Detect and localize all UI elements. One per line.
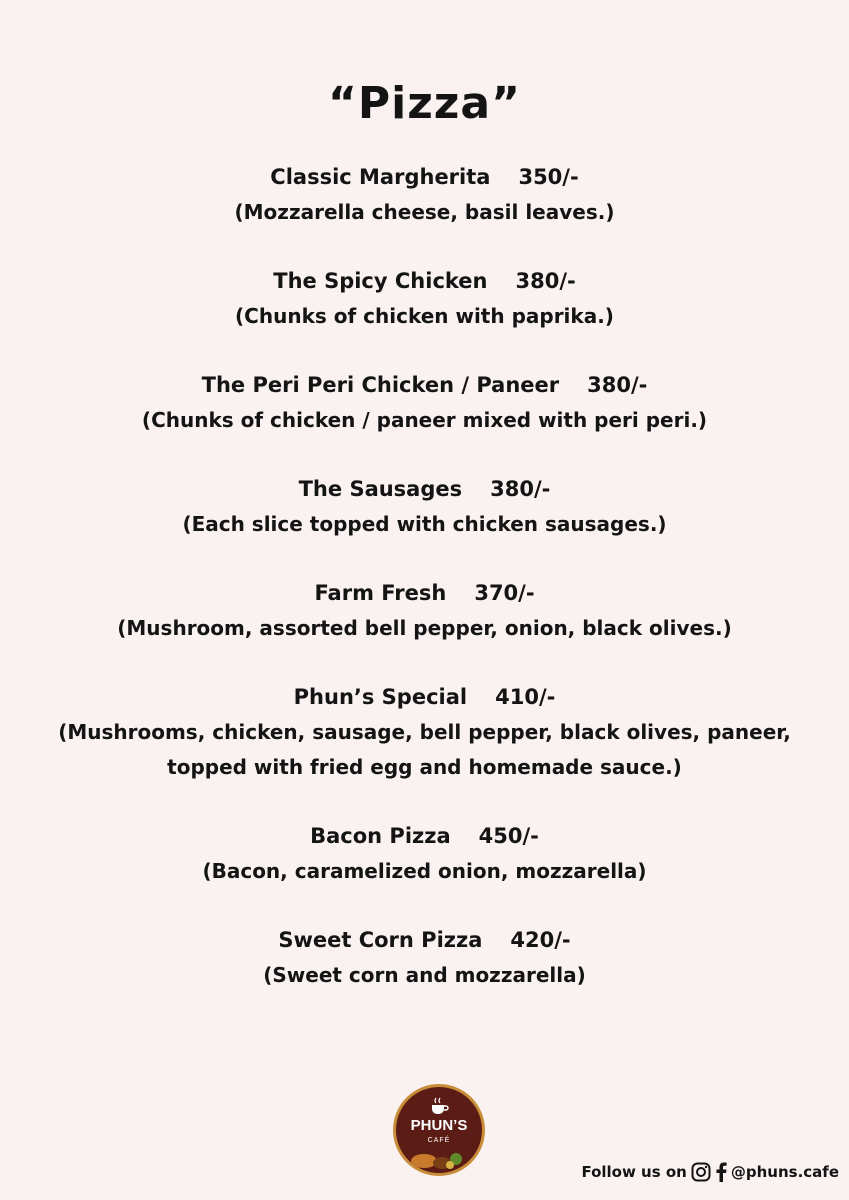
facebook-icon[interactable]	[715, 1162, 727, 1182]
instagram-icon[interactable]	[691, 1162, 711, 1182]
item-name: The Peri Peri Chicken / Paneer	[201, 373, 560, 397]
coffee-cup-icon	[430, 1097, 450, 1115]
follow-label: Follow us on	[581, 1163, 687, 1181]
item-description: (Mushroom, assorted bell pepper, onion, black olives.)	[117, 616, 732, 640]
item-description: (Chunks of chicken / paneer mixed with peri peri.)	[141, 408, 708, 432]
item-price: 380/-	[515, 269, 576, 293]
cafe-logo	[393, 1084, 485, 1176]
item-price: 370/-	[474, 581, 535, 605]
item-name: Farm Fresh	[314, 581, 447, 605]
social-handle[interactable]: @phuns.cafe	[730, 1163, 839, 1181]
item-description: (Each slice topped with chicken sausages.)	[182, 512, 667, 536]
item-price: 350/-	[518, 165, 579, 189]
item-price: 380/-	[490, 477, 551, 501]
item-description: (Chunks of chicken with paprika.)	[235, 304, 614, 328]
food-illustration	[406, 1147, 472, 1171]
item-price: 380/-	[587, 373, 648, 397]
item-name: The Sausages	[298, 477, 463, 501]
item-name: Bacon Pizza	[310, 824, 451, 848]
menu-item	[0, 680, 849, 785]
item-price: 420/-	[510, 928, 571, 952]
social-footer	[581, 1162, 839, 1182]
item-price: 450/-	[478, 824, 539, 848]
item-description: (Bacon, caramelized onion, mozzarella)	[202, 859, 647, 883]
item-name: The Spicy Chicken	[273, 269, 488, 293]
item-description: (Sweet corn and mozzarella)	[263, 963, 586, 987]
menu-list	[0, 160, 849, 1027]
menu-item	[0, 576, 849, 646]
menu-item	[0, 472, 849, 542]
item-description: (Mushrooms, chicken, sausage, bell pepper, black olives, paneer,	[58, 720, 791, 744]
item-name: Sweet Corn Pizza	[278, 928, 483, 952]
item-price: 410/-	[495, 685, 556, 709]
item-description: topped with fried egg and homemade sauce.)	[167, 755, 682, 779]
menu-item	[0, 923, 849, 993]
item-name: Phun’s Special	[293, 685, 468, 709]
item-name: Classic Margherita	[270, 165, 491, 189]
menu-item	[0, 160, 849, 230]
logo-name: PHUN’S	[410, 1117, 468, 1134]
item-description: (Mozzarella cheese, basil leaves.)	[234, 200, 615, 224]
menu-item	[0, 368, 849, 438]
menu-item	[0, 819, 849, 889]
logo-subtitle: CAFÉ	[427, 1137, 451, 1144]
menu-item	[0, 264, 849, 334]
menu-title: “Pizza”	[327, 78, 522, 129]
